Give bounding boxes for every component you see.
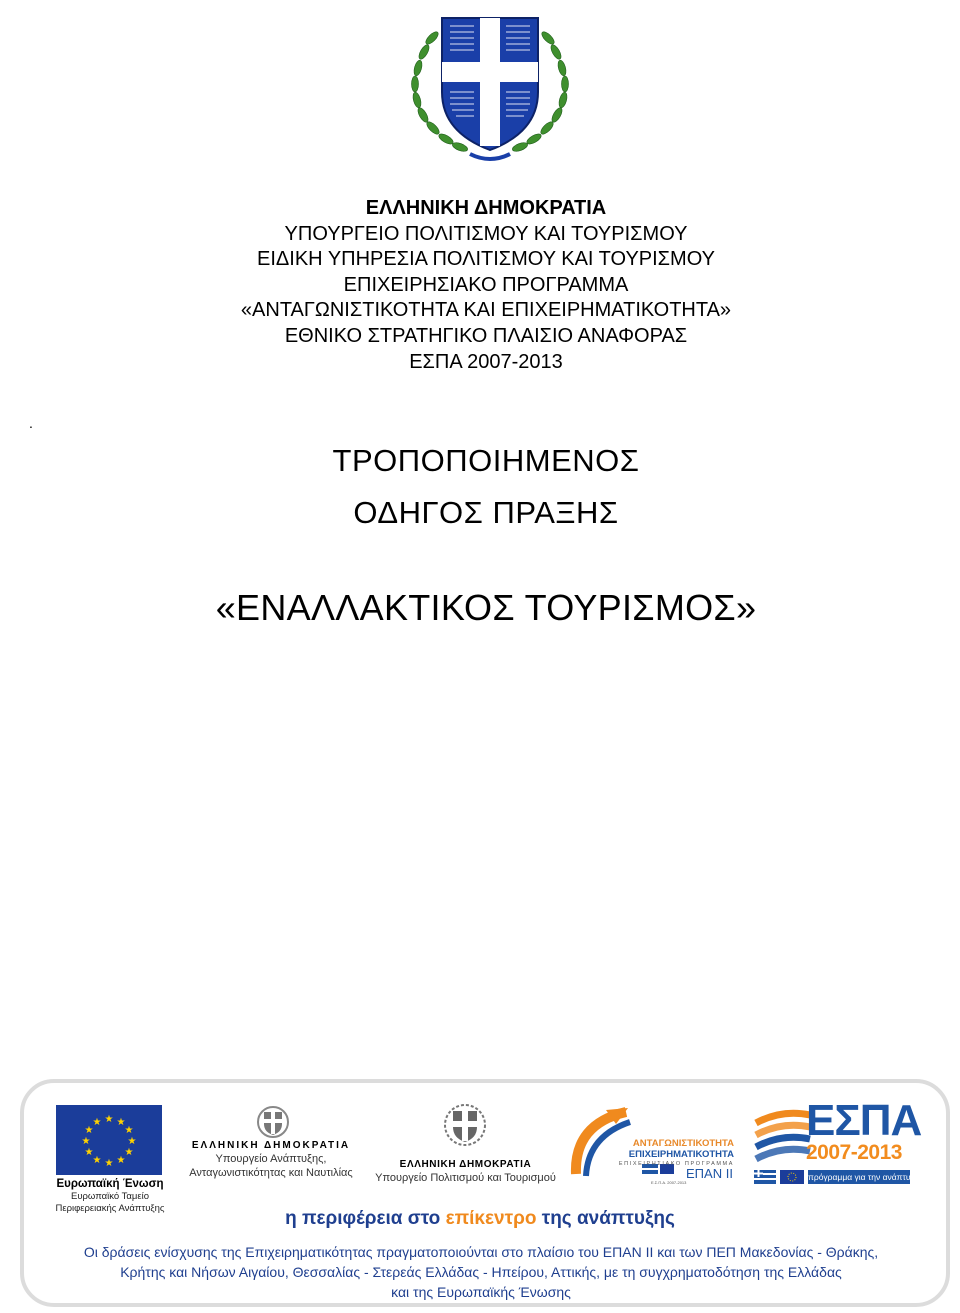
disclaimer-line-3: και της Ευρωπαϊκής Ένωσης [391,1284,571,1300]
issuer-header [0,196,960,375]
eu-flag-icon [56,1105,162,1175]
eu-fund-line1: Ευρωπαϊκό Ταμείο [71,1191,149,1202]
espa-years: 2007-2013 [806,1141,902,1164]
ministry-culture-country: ΕΛΛΗΝΙΚΗ ΔΗΜΟΚΡΑΤΙΑ [399,1159,532,1170]
slogan [0,1208,960,1230]
eu-name: Ευρωπαϊκή Ένωση [56,1178,164,1190]
svg-text:★: ★ [116,1117,126,1128]
svg-text:★: ★ [127,1136,137,1147]
svg-text:★: ★ [116,1155,126,1166]
ministry-culture-caption [368,1158,563,1185]
title-line-2: ΟΔΗΓΟΣ ΠΡΑΞΗΣ [353,495,619,530]
title-line-3: «ΕΝΑΛΛΑΚΤΙΚΟΣ ΤΟΥΡΙΣΜΟΣ» [215,587,757,628]
slogan-after: της ανάπτυξης [536,1208,675,1229]
svg-text:★: ★ [92,1155,102,1166]
espa-tagline: πρόγραμμα για την ανάπτυξη [808,1172,920,1182]
ministry-development-line2: Ανταγωνιστικότητας και Ναυτιλίας [189,1167,353,1179]
op-line1: ΑΝΤΑΓΩΝΙΣΤΙΚΟΤΗΤΑ [632,1138,734,1149]
flags-icon [754,1170,804,1184]
svg-text:★: ★ [92,1117,102,1128]
header-line-program-name: «ΑΝΤΑΓΩΝΙΣΤΙΚΟΤΗΤΑ ΚΑΙ ΕΠΙΧΕΙΡΗΜΑΤΙΚΟΤΗΤΑ» [240,299,732,322]
svg-text:★: ★ [84,1147,94,1158]
espa-word: ΕΣΠΑ [806,1096,922,1145]
op-caption [594,1138,734,1168]
svg-text:★: ★ [124,1147,134,1158]
op-program: ΕΠΑΝ ΙΙ [686,1166,733,1181]
svg-text:★: ★ [104,1158,114,1169]
eu-fund-line2: Περιφερειακής Ανάπτυξης [55,1203,165,1214]
header-line-framework: ΕΘΝΙΚΟ ΣΤΡΑΤΗΓΙΚΟ ΠΛΑΙΣΙΟ ΑΝΑΦΟΡΑΣ [284,324,688,347]
disclaimer-line-1: Οι δράσεις ενίσχυσης της Επιχειρηματικότητας πραγματοποιούνται στο πλαίσιο του ΕΠΑΝ ΙΙ και των ΠΕΠ Μακεδονίας - Θράκης, [83,1244,879,1260]
ministry-development-line1: Υπουργείο Ανάπτυξης, [215,1153,327,1165]
disclaimer-line-2: Κρήτης και Νήσων Αιγαίου, Θεσσαλίας - Στερεάς Ελλάδας - Ηπείρου, Αττικής, με τη συγχρηματοδότηση της Ελλάδας [120,1264,842,1280]
header-line-program: ΕΠΙΧΕΙΡΗΣΙΑΚΟ ΠΡΟΓΡΑΜΜΑ [343,273,629,296]
greek-emblem-icon [257,1106,289,1138]
header-line-espa: ΕΣΠΑ 2007-2013 [409,350,563,373]
funding-disclaimer [36,1242,926,1302]
op-line3: ΕΠΙΧΕΙΡΗΣΙΑΚΟ ΠΡΟΓΡΑΜΜΑ [618,1161,734,1167]
op-line2: ΕΠΙΧΕΙΡΗΜΑΤΙΚΟΤΗΤΑ [628,1149,734,1160]
header-line-republic: ΕΛΛΗΝΙΚΗ ΔΗΜΟΚΡΑΤΙΑ [365,197,607,219]
greek-emblem-icon [444,1104,486,1146]
svg-text:★: ★ [104,1114,114,1125]
ministry-development-caption [176,1139,366,1180]
title-line-1: ΤΡΟΠΟΠΟΙΗΜΕΝΟΣ [332,443,640,478]
stray-mark: . [29,415,33,431]
header-line-ministry: ΥΠΟΥΡΓΕΙΟ ΠΟΛΙΤΙΣΜΟΥ ΚΑΙ ΤΟΥΡΙΣΜΟΥ [284,222,688,245]
op-small-label: Ε.Σ.Π.Α. 2007-2013 [651,1180,687,1185]
slogan-highlight: επίκεντρο [445,1208,537,1229]
header-line-service: ΕΙΔΙΚΗ ΥΠΗΡΕΣΙΑ ΠΟΛΙΤΙΣΜΟΥ ΚΑΙ ΤΟΥΡΙΣΜΟΥ [257,248,715,271]
ministry-culture-line1: Υπουργείο Πολιτισμού και Τουρισμού [375,1172,556,1184]
svg-text:★: ★ [81,1136,91,1147]
svg-text:★: ★ [84,1125,94,1136]
slogan-before: η περιφέρεια στο [285,1208,446,1229]
svg-text:★: ★ [124,1125,134,1136]
greek-coat-of-arms-icon [400,4,580,168]
ministry-development-country: ΕΛΛΗΝΙΚΗ ΔΗΜΟΚΡΑΤΙΑ [191,1140,351,1151]
